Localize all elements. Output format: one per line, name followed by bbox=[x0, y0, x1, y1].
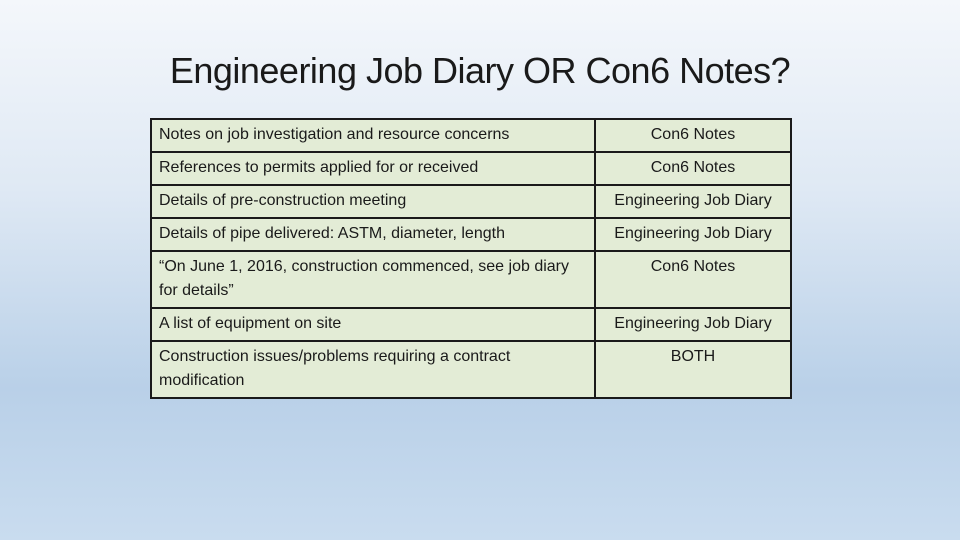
row-answer-cell: Engineering Job Diary bbox=[595, 308, 791, 341]
table-row bbox=[151, 308, 791, 341]
row-item-cell: Details of pipe delivered: ASTM, diameter, length bbox=[151, 218, 595, 251]
row-answer-cell: Engineering Job Diary bbox=[595, 218, 791, 251]
table-row bbox=[151, 119, 791, 152]
table-row bbox=[151, 185, 791, 218]
row-item-cell: A list of equipment on site bbox=[151, 308, 595, 341]
row-item-cell: Details of pre-construction meeting bbox=[151, 185, 595, 218]
row-answer-cell: Con6 Notes bbox=[595, 119, 791, 152]
table-row bbox=[151, 218, 791, 251]
classification-table bbox=[150, 118, 792, 399]
row-answer-cell: Con6 Notes bbox=[595, 152, 791, 185]
table-row bbox=[151, 152, 791, 185]
row-item-cell: References to permits applied for or received bbox=[151, 152, 595, 185]
row-answer-cell: Engineering Job Diary bbox=[595, 185, 791, 218]
row-answer-cell: BOTH bbox=[595, 341, 791, 398]
table-row bbox=[151, 341, 791, 398]
row-item-cell: Construction issues/problems requiring a contract modification bbox=[151, 341, 595, 398]
row-answer-cell: Con6 Notes bbox=[595, 251, 791, 308]
table-row bbox=[151, 251, 791, 308]
row-item-cell: “On June 1, 2016, construction commenced, see job diary for details” bbox=[151, 251, 595, 308]
row-item-cell: Notes on job investigation and resource concerns bbox=[151, 119, 595, 152]
slide-title: Engineering Job Diary OR Con6 Notes? bbox=[169, 50, 791, 91]
